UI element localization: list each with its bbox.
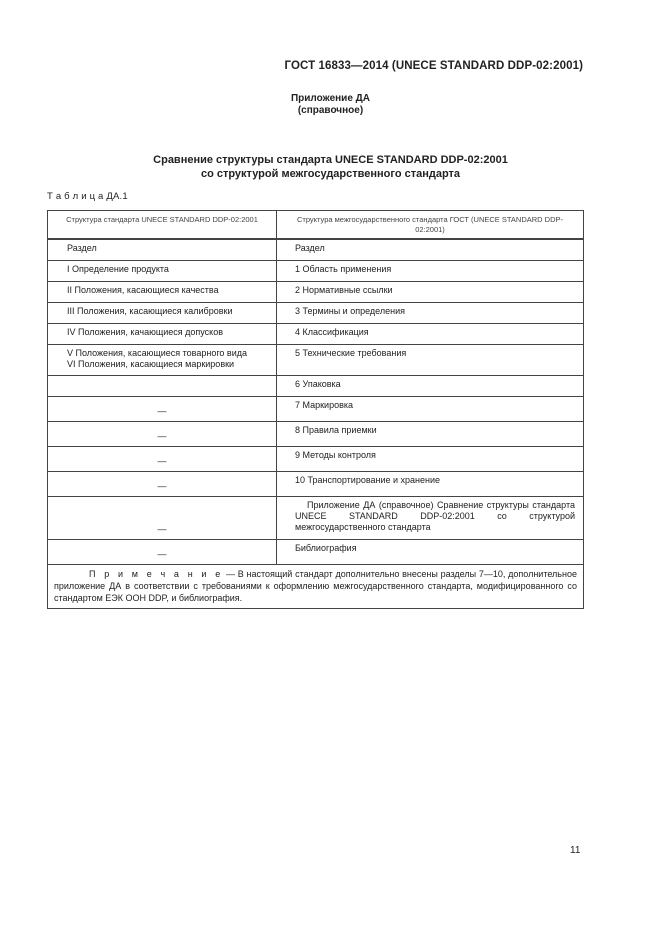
table-cell-dash: — [48,397,277,422]
table-row [48,447,584,472]
table-row [48,397,584,422]
table-cell: Раздел [277,239,584,261]
table-row [48,324,584,345]
table-cell-dash: — [48,422,277,447]
appendix-subtitle: (справочное) [297,105,364,116]
title-line-2: со структурой межгосударственного стандарта [200,168,461,180]
header-cell-target: Структура межгосударственного стандарта ГОСТ (UNECE STANDARD DDP-02:2001) [277,211,584,240]
table-row [48,422,584,447]
table-header-row [48,211,584,240]
table-cell: Библиография [277,540,584,565]
note-text: — В настоящий стандарт дополнительно внесены разделы 7—10, дополнительное приложение ДА в соответствии с требованиями к оформлению межгосударственного стандарта, модифицированного со стандартом ЕЭК ООН DDP, и библиография. [54,569,577,603]
document-code: ГОСТ 16833—2014 (UNECE STANDARD DDP-02:2001) [284,60,583,72]
table-cell: 9 Методы контроля [277,447,584,472]
table-cell: V Положения, касающиеся товарного вида VI Положения, касающиеся маркировки [48,345,277,376]
table-row [48,303,584,324]
table-cell-dash: — [48,447,277,472]
appendix-heading [0,93,661,117]
table-note [48,565,584,609]
table-cell: 1 Область применения [277,261,584,282]
table-cell-dash: — [48,472,277,497]
appendix-title: Приложение ДА [290,93,371,104]
table-cell: IV Положения, качающиеся допусков [48,324,277,345]
table-cell: 4 Классификация [277,324,584,345]
comparison-table [47,210,584,609]
table-cell: II Положения, касающиеся качества [48,282,277,303]
section-title [0,153,661,181]
table-cell: Раздел [48,239,277,261]
table-cell-dash: — [48,497,277,540]
table-cell: Приложение ДА (справочное) Сравнение структуры стандарта UNECE STANDARD DDP-02:2001 со структурой межгосударственного стандарта [277,497,584,540]
page-number: 11 [570,845,581,856]
table-cell: 10 Транспортирование и хранение [277,472,584,497]
table-cell [48,376,277,397]
table-row [48,540,584,565]
table-cell: 5 Технические требования [277,345,584,376]
table-note-row [48,565,584,609]
table-cell: 2 Нормативные ссылки [277,282,584,303]
note-label: П р и м е ч а н и е [89,569,224,579]
table-cell: 7 Маркировка [277,397,584,422]
table-cell-dash: — [48,540,277,565]
table-cell: 8 Правила приемки [277,422,584,447]
table-cell: 3 Термины и определения [277,303,584,324]
table-row [48,497,584,540]
table-row [48,239,584,261]
table-row [48,345,584,376]
table-row [48,376,584,397]
table-caption: Т а б л и ц а ДА.1 [47,191,128,202]
table-row [48,261,584,282]
table-cell: III Положения, касающиеся калибровки [48,303,277,324]
title-line-1: Сравнение структуры стандарта UNECE STANDARD DDP-02:2001 [153,154,508,166]
table-row [48,282,584,303]
header-cell-source: Структура стандарта UNECE STANDARD DDP-02:2001 [48,211,277,240]
table-row [48,472,584,497]
table-cell: 6 Упаковка [277,376,584,397]
table-cell: I Определение продукта [48,261,277,282]
